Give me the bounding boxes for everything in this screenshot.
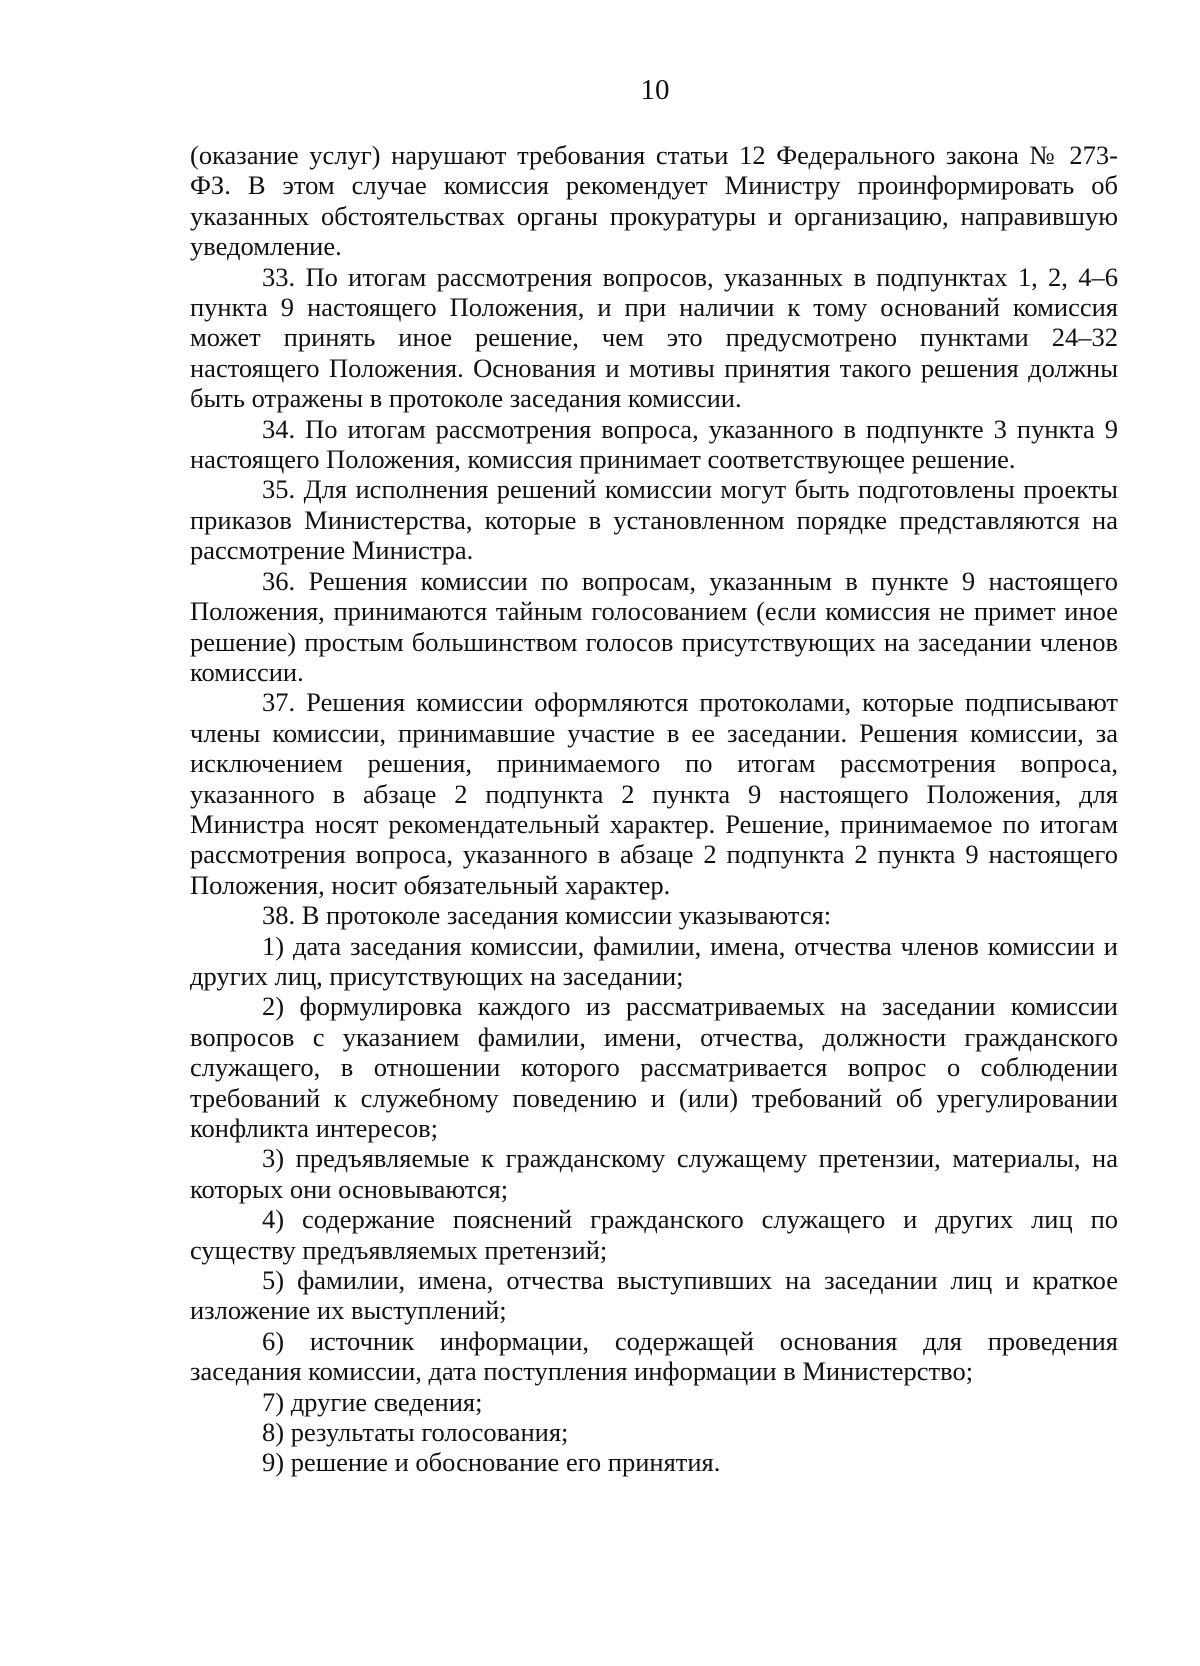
- list-item-3: 3) предъявляемые к гражданскому служащему претензии, материалы, на которых они основываются;: [190, 1143, 1118, 1204]
- paragraph-34: 34. По итогам рассмотрения вопроса, указанного в подпункте 3 пункта 9 настоящего Положения, комиссия принимает соответствующее решение.: [190, 413, 1118, 475]
- page-number: 10: [640, 74, 670, 106]
- paragraph-36: 36. Решения комиссии по вопросам, указанным в пункте 9 настоящего Положения, принимаются тайным голосованием (если комиссия не примет иное решение) простым большинством голосов присутствующих на заседании членов комиссии.: [190, 565, 1118, 687]
- paragraph-37: 37. Решения комиссии оформляются протоколами, которые подписывают члены комиссии, принимавшие участие в ее заседании. Решения комиссии, за исключением решения, принимаемого по итогам рассмотрения вопроса, указанного в абзаце 2 подпункта 2 пункта 9 настоящего Положения, для Министра носят рекомендательный характер. Решение, принимаемое по итогам рассмотрения вопроса, указанного в абзаце 2 подпункта 2 пункта 9 настоящего Положения, носит обязательный характер.: [190, 687, 1118, 900]
- list-item-6: 6) источник информации, содержащей основания для проведения заседания комиссии, дата поступления информации в Министерство;: [190, 1325, 1118, 1387]
- list-item-9: 9) решение и обоснование его принятия.: [262, 1447, 721, 1478]
- list-item-7: 7) другие сведения;: [262, 1386, 483, 1417]
- list-item-5: 5) фамилии, имена, отчества выступивших на заседании лиц и краткое изложение их выступлений;: [190, 1265, 1118, 1326]
- document-body: [190, 140, 1118, 1478]
- list-item-1: 1) дата заседания комиссии, фамилии, имена, отчества членов комиссии и других лиц, присутствующих на заседании;: [190, 930, 1118, 991]
- paragraph-33: 33. По итогам рассмотрения вопросов, указанных в подпунктах 1, 2, 4–6 пункта 9 настоящего Положения, и при наличии к тому оснований комиссия может принять иное решение, чем это предусмотрено пунктами 24–32 настоящего Положения. Основания и мотивы принятия такого решения должны быть отражены в протоколе заседания комиссии.: [190, 261, 1118, 414]
- list-item-2: 2) формулировка каждого из рассматриваемых на заседании комиссии вопросов с указанием фамилии, имени, отчества, должности гражданского служащего, в отношении которого рассматривается вопрос о соблюдении требований к служебному поведению и (или) требований об урегулировании конфликта интересов;: [190, 991, 1118, 1143]
- paragraph-38: 38. В протоколе заседания комиссии указываются:: [262, 900, 832, 931]
- list-item-4: 4) содержание пояснений гражданского служащего и других лиц по существу предъявляемых претензий;: [190, 1204, 1118, 1265]
- paragraph-35: 35. Для исполнения решений комиссии могут быть подготовлены проекты приказов Министерства, которые в установленном порядке представляются на рассмотрение Министра.: [190, 474, 1118, 566]
- paragraph-continuation: (оказание услуг) нарушают требования статьи 12 Федерального закона № 273-ФЗ. В этом случае комиссия рекомендует Министру проинформировать об указанных обстоятельствах органы прокуратуры и организацию, направившую уведомление.: [190, 140, 1118, 262]
- list-item-8: 8) результаты голосования;: [262, 1417, 569, 1448]
